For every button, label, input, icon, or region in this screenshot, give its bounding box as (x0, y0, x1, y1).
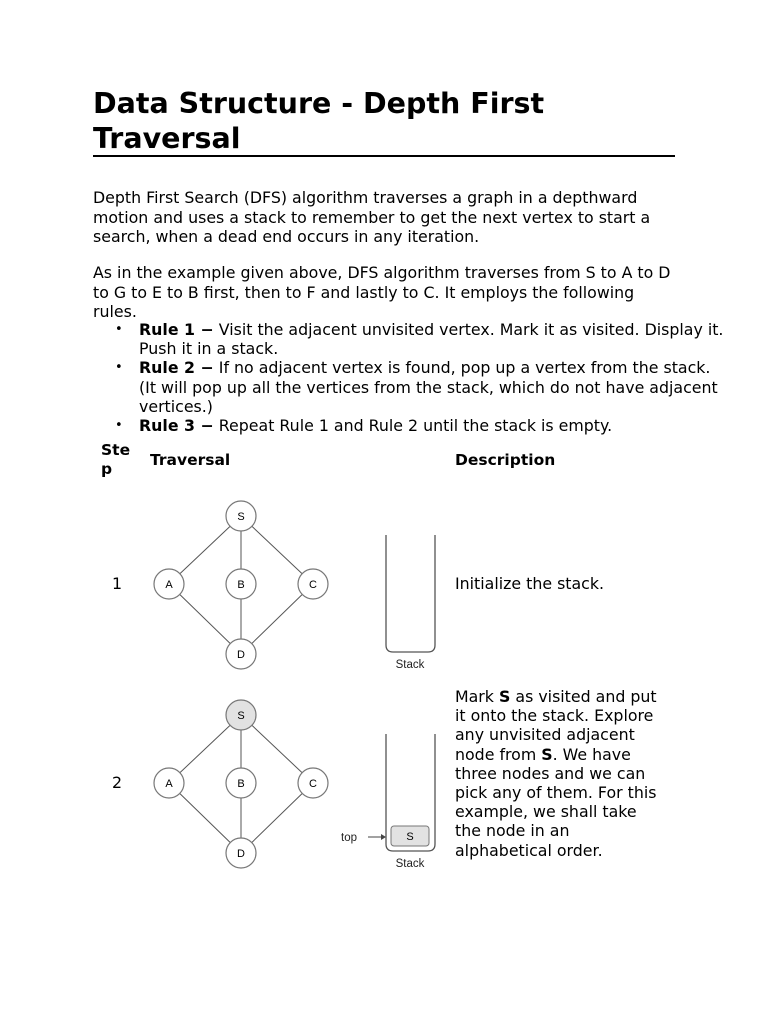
stack-item-label: S (406, 831, 414, 843)
desc-bold: S (541, 744, 553, 764)
node-label-b: B (237, 579, 245, 591)
desc-bold: S (498, 687, 511, 706)
graph-node-b (226, 569, 256, 599)
intro-paragraph: Depth First Search (DFS) algorithm traverses a graph in a depthward motion and uses a stack to remember to get the next vertex to start a search, when a dead end occurs in any iteration. (93, 188, 651, 246)
graph-node-a (154, 569, 184, 599)
graph-node-a (154, 768, 184, 798)
graph-node-s (226, 700, 256, 730)
step-description: Initialize the stack. (455, 574, 605, 593)
stack-label: Stack (395, 858, 425, 870)
node-label-c: C (309, 579, 317, 591)
node-label-a: A (165, 778, 173, 790)
bullet-icon: • (115, 418, 123, 434)
stack-label: Stack (395, 659, 425, 671)
graph-node-b (226, 768, 256, 798)
node-label-d: D (237, 649, 245, 661)
node-label-c: C (309, 778, 317, 790)
top-arrow-icon (368, 834, 386, 840)
step-number: 2 (112, 773, 123, 792)
rule-item (115, 416, 729, 436)
bullet-icon: • (115, 322, 123, 337)
rules-list (93, 320, 729, 435)
rule-label: Rule 3 − (139, 416, 214, 436)
rule-label: Rule 2 − (139, 358, 214, 378)
dfs-figure-step-1 (145, 495, 445, 680)
rule-item (115, 358, 729, 416)
node-label-a: A (165, 579, 173, 591)
example-paragraph: As in the example given above, DFS algorithm traverses from S to A to D to G to E to B first, then to F and lastly to C. It employs the following rules. (93, 263, 671, 321)
graph-node-d (226, 639, 256, 669)
dfs-figure-step-2 (145, 694, 445, 879)
header-traversal: Traversal (150, 451, 231, 469)
graph-node-s (226, 501, 256, 531)
rule-item (115, 320, 729, 359)
bullet-icon: • (115, 360, 123, 376)
graph-node-c (298, 569, 328, 599)
node-label-s: S (237, 710, 245, 722)
graph-node-c (298, 768, 328, 798)
page-title: Data Structure - Depth First Traversal (93, 87, 545, 155)
stack-container (386, 535, 435, 652)
top-label: top (341, 832, 357, 844)
step-number: 1 (112, 574, 123, 593)
node-label-d: D (237, 848, 245, 860)
step-description (455, 687, 665, 860)
stack-item-s (391, 826, 429, 846)
desc-text: . We have three nodes and we can pick any of them. For this example, we shall take the node in an alphabetical order. (455, 744, 657, 860)
node-label-b: B (237, 778, 245, 790)
rule-label: Rule 1 − (139, 320, 214, 339)
rule-text: If no adjacent vertex is found, pop up a vertex from the stack. (It will pop up all the vertices from the stack, which do not have adjacent vertices.) (139, 358, 718, 416)
desc-text: Mark (455, 687, 499, 706)
graph-node-d (226, 838, 256, 868)
header-description: Description (455, 451, 556, 469)
rule-text: Visit the adjacent unvisited vertex. Mark it as visited. Display it. Push it in a stack. (139, 320, 724, 359)
node-label-s: S (237, 511, 245, 523)
desc-text: as visited and put it onto the stack. Explore any unvisited adjacent node from (455, 687, 657, 764)
header-step: Ste p (101, 441, 131, 478)
rule-text: Repeat Rule 1 and Rule 2 until the stack is empty. (213, 416, 613, 436)
title-underline (93, 155, 675, 157)
